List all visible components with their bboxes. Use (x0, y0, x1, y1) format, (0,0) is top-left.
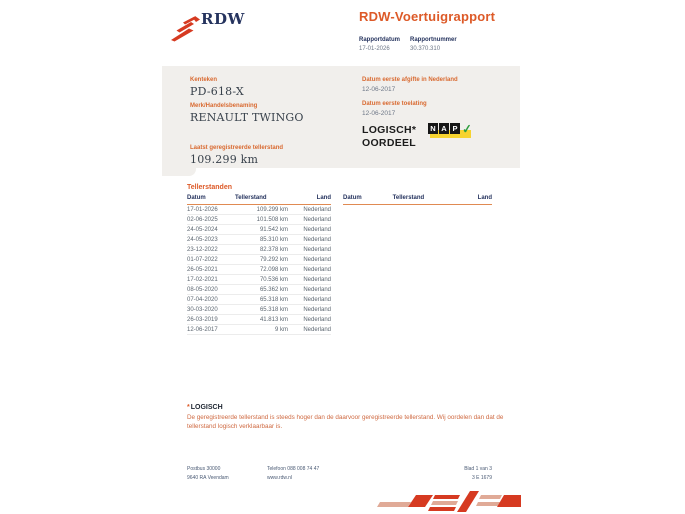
table-cell: 109.299 km (235, 205, 288, 215)
kenteken-value: PD-618-X (190, 85, 244, 98)
table-cell: Nederland (288, 285, 331, 295)
table-cell: Nederland (288, 325, 331, 335)
table-cell: 17-01-2026 (187, 205, 235, 215)
afgifte-label: Datum eerste afgifte in Nederland (362, 77, 458, 83)
footer-page-indicator: Blad 1 van 3 (464, 466, 492, 472)
table-cell: 41.813 km (235, 315, 288, 325)
nap-letter-a: A (439, 123, 449, 134)
kenteken-label: Kenteken (190, 77, 218, 83)
footnote-text: De geregistreerde tellerstand is steeds hoger dan de daarvoor geregistreerde tellerstand. Wij oordelen dan dat de tellerstand logisch verklaarbaar is. (187, 414, 504, 430)
table-cell: 01-07-2022 (187, 255, 235, 265)
merk-value: RENAULT TWINGO (190, 111, 304, 124)
rdw-logo-text: RDW (201, 10, 245, 28)
tellerstand-value: 109.299 km (190, 153, 259, 166)
footer-postbus: Postbus 30000 (187, 466, 221, 472)
nap-letter-n: N (428, 123, 438, 134)
footer-city: 9640 RA Veendam (187, 475, 229, 481)
table-cell: Nederland (288, 315, 331, 325)
footnote-asterisk: * (187, 404, 190, 411)
merk-label: Merk/Handelsbenaming (190, 103, 258, 109)
table-cell: 24-05-2023 (187, 235, 235, 245)
table-cell: 26-03-2019 (187, 315, 235, 325)
table-cell: Nederland (288, 295, 331, 305)
tellerstanden-heading: Tellerstanden (187, 184, 232, 191)
table-cell: 30-03-2020 (187, 305, 235, 315)
table-cell: Nederland (288, 215, 331, 225)
rdw-report-page (161, 0, 524, 514)
table-cell: Nederland (288, 275, 331, 285)
table-cell: Nederland (288, 225, 331, 235)
table-cell: 08-05-2020 (187, 285, 235, 295)
column-header-datum: Datum (187, 195, 206, 201)
table-cell: 79.292 km (235, 255, 288, 265)
table-cell: 101.508 km (235, 215, 288, 225)
toelating-label: Datum eerste toelating (362, 101, 427, 107)
table-cell: 17-02-2021 (187, 275, 235, 285)
report-meta (359, 37, 457, 52)
footnote-title (187, 404, 223, 411)
table-row (187, 205, 331, 215)
column-header-land: Land (477, 195, 492, 201)
table-row (187, 215, 331, 225)
table-row (187, 325, 331, 335)
tellerstand-label: Laatst geregistreerde tellerstand (190, 145, 284, 151)
table-row (187, 245, 331, 255)
oordeel-text (362, 124, 416, 150)
table-cell: 72.098 km (235, 265, 288, 275)
column-header-datum: Datum (343, 195, 362, 201)
column-header-tellerstand: Tellerstand (235, 195, 267, 201)
table-cell: 82.378 km (235, 245, 288, 255)
footer-stripe-graphic-icon (375, 491, 521, 512)
table-cell: 65.318 km (235, 295, 288, 305)
table-cell: 70.536 km (235, 275, 288, 285)
table-row (187, 305, 331, 315)
table-row (187, 265, 331, 275)
nap-logo (428, 122, 474, 141)
table-cell: 07-04-2020 (187, 295, 235, 305)
table-cell: Nederland (288, 235, 331, 245)
table-header-row (187, 195, 331, 205)
table-cell: Nederland (288, 245, 331, 255)
column-header-tellerstand: Tellerstand (392, 195, 425, 201)
table-cell: 65.362 km (235, 285, 288, 295)
table-row (187, 295, 331, 305)
odometer-table-right (343, 195, 492, 205)
table-cell: Nederland (288, 265, 331, 275)
table-cell: 12-06-2017 (187, 325, 235, 335)
table-cell: Nederland (288, 305, 331, 315)
table-cell: 85.310 km (235, 235, 288, 245)
table-cell: 65.318 km (235, 305, 288, 315)
table-cell: 23-12-2022 (187, 245, 235, 255)
table-row (187, 255, 331, 265)
table-row (187, 275, 331, 285)
table-cell: 91.542 km (235, 225, 288, 235)
report-date-label: Rapportdatum (359, 37, 400, 43)
odometer-table-left (187, 195, 331, 335)
column-header-land: Land (316, 195, 331, 201)
table-cell: 26-05-2021 (187, 265, 235, 275)
report-number-block (410, 37, 457, 52)
oordeel-line1: LOGISCH* (362, 124, 417, 136)
footer-website-link[interactable]: www.rdw.nl (267, 475, 293, 481)
oordeel-line2: OORDEEL (362, 137, 417, 149)
table-cell: 9 km (235, 325, 288, 335)
vehicle-box-tab (162, 168, 196, 176)
table-row (187, 285, 331, 295)
footer-page-info (161, 465, 492, 483)
rdw-wing-logo-icon (171, 14, 201, 42)
report-number-label: Rapportnummer (410, 37, 457, 43)
table-row (187, 225, 331, 235)
table-header-row (343, 195, 492, 205)
footer-form-code: 3 E 1679 (471, 475, 492, 481)
footnote-title-text: LOGISCH (190, 404, 223, 411)
report-date-block (359, 37, 400, 52)
toelating-value: 12-06-2017 (362, 110, 396, 117)
table-row (187, 235, 331, 245)
table-cell: Nederland (288, 205, 331, 215)
report-title: RDW-Voertuigrapport (359, 9, 496, 24)
table-row (187, 315, 331, 325)
afgifte-value: 12-06-2017 (362, 86, 396, 93)
vehicle-summary-box (162, 66, 520, 168)
nap-letter-p: P (450, 123, 460, 134)
footer-phone: Telefoon 088 008 74 47 (267, 466, 320, 472)
report-number-value: 30.370.310 (410, 46, 441, 52)
table-cell: 02-06-2025 (187, 215, 235, 225)
table-cell: Nederland (288, 255, 331, 265)
table-cell: 24-05-2024 (187, 225, 235, 235)
report-date-value: 17-01-2026 (359, 46, 390, 52)
nap-check-icon: ✓ (461, 121, 473, 137)
